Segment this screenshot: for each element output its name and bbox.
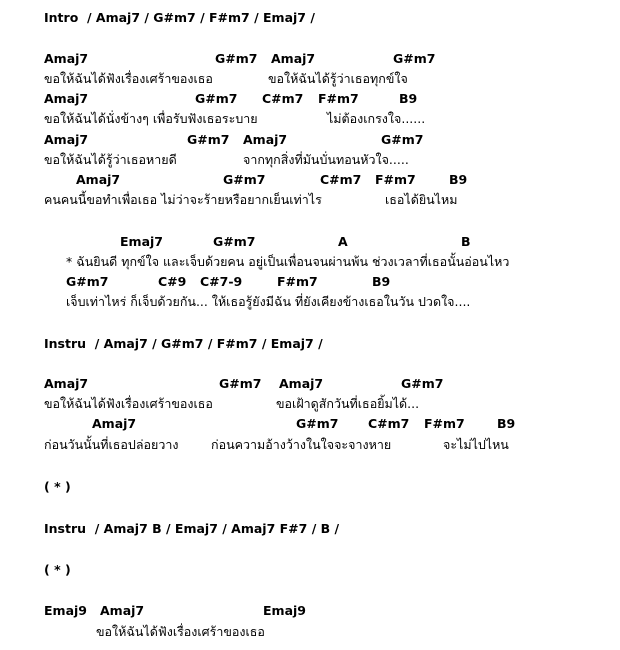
chord-text: G#m7 — [187, 132, 230, 147]
lyric-line — [0, 435, 620, 455]
chord-line — [0, 374, 620, 394]
lyric-text: ขอให้ฉันได้นั่งข้างๆ เพื่อรับฟังเธอระบาย — [44, 111, 258, 126]
lyric-text: คนคนนี้ขอทำเพื่อเธอ ไม่ว่าจะร้ายหรือยากเย็นเท่าไร — [44, 192, 322, 207]
lyric-line — [0, 109, 620, 129]
chord-line — [0, 49, 620, 69]
chord-text: G#m7 — [393, 51, 436, 66]
chord-text: G#m7 — [195, 91, 238, 106]
chord-text: G#m7 — [66, 274, 109, 289]
chord-text: C#7-9 — [200, 274, 243, 289]
chord-text: Amaj7 — [44, 91, 89, 106]
lyric-text: ขอให้ฉันได้รู้ว่าเธอหายดี — [44, 152, 177, 167]
lyric-text: ขอให้ฉันได้ฟังเรื่องเศร้าของเธอ — [96, 624, 265, 639]
chord-text: G#m7 — [296, 416, 339, 431]
chord-text: Instru / Amaj7 B / Emaj7 / Amaj7 F#7 / B / — [44, 521, 340, 536]
chord-line — [0, 130, 620, 150]
chord-text: Amaj7 — [76, 172, 121, 187]
instru-line — [0, 519, 620, 539]
chord-text: Amaj7 — [44, 132, 89, 147]
chord-text: G#m7 — [219, 376, 262, 391]
lyric-text: ขอให้ฉันได้ฟังเรื่องเศร้าของเธอ — [44, 396, 213, 411]
lyric-text: ขอให้ฉันได้ฟังเรื่องเศร้าของเธอ — [44, 71, 213, 86]
chord-text: ( * ) — [44, 562, 71, 577]
chord-text: B — [461, 234, 471, 249]
chord-text: F#m7 — [318, 91, 359, 106]
chord-text: A — [338, 234, 348, 249]
chord-text: Amaj7 — [44, 376, 89, 391]
chord-text: B9 — [399, 91, 418, 106]
chord-text: Amaj7 — [271, 51, 316, 66]
chord-text: Amaj7 — [44, 51, 89, 66]
instru-line — [0, 334, 620, 354]
chord-text: Emaj9 — [263, 603, 306, 618]
chord-text: Instru / Amaj7 / G#m7 / F#m7 / Emaj7 / — [44, 336, 323, 351]
lyric-text: จะไม่ไปไหน — [443, 437, 509, 452]
chord-text: G#m7 — [215, 51, 258, 66]
chord-text: ( * ) — [44, 479, 71, 494]
chord-text: Amaj7 — [92, 416, 137, 431]
chord-text: Amaj7 — [279, 376, 324, 391]
lyric-text: ไม่ต้องเกรงใจ...... — [327, 111, 426, 126]
chorus-lyric-line — [0, 252, 620, 272]
lyric-text: เจ็บเท่าไหร่ ก็เจ็บด้วยกัน... ให้เธอรู้ยังมีฉัน ที่ยังเคียงข้างเธอในวัน ปวดใจ.... — [66, 294, 471, 309]
chord-text: B9 — [372, 274, 391, 289]
chord-text: G#m7 — [213, 234, 256, 249]
chord-text: C#m7 — [262, 91, 304, 106]
lyric-text: จากทุกสิ่งที่มันบั่นทอนหัวใจ..... — [243, 152, 409, 167]
lyric-text: เธอได้ยินไหม — [385, 192, 458, 207]
chord-text: B9 — [497, 416, 516, 431]
chorus-lyric-line — [0, 292, 620, 312]
chorus-chord-line — [0, 232, 620, 252]
lyric-line — [0, 190, 620, 210]
lyric-line — [0, 394, 620, 414]
chord-line — [0, 601, 620, 621]
chord-text: Amaj7 — [100, 603, 145, 618]
chord-text: F#m7 — [375, 172, 416, 187]
chord-line — [0, 414, 620, 434]
chorus-repeat-marker — [0, 560, 620, 580]
chord-text: Emaj7 — [120, 234, 163, 249]
lyric-text: ขอเฝ้าดูสักวันที่เธอยิ้มได้... — [276, 396, 420, 411]
chord-text: C#m7 — [368, 416, 410, 431]
chord-text: C#m7 — [320, 172, 362, 187]
lyric-line — [0, 622, 620, 642]
chord-text: C#9 — [158, 274, 187, 289]
chord-text: G#m7 — [223, 172, 266, 187]
chord-line — [0, 89, 620, 109]
chord-text: Emaj9 — [44, 603, 87, 618]
lyric-line — [0, 150, 620, 170]
intro-line — [0, 8, 620, 28]
chord-line — [0, 170, 620, 190]
chorus-repeat-marker — [0, 477, 620, 497]
lyric-text: ก่อนวันนั้นที่เธอปล่อยวาง — [44, 437, 179, 452]
lyric-text: ขอให้ฉันได้รู้ว่าเธอทุกข์ใจ — [268, 71, 408, 86]
chorus-chord-line — [0, 272, 620, 292]
chord-text: F#m7 — [424, 416, 465, 431]
chord-text: F#m7 — [277, 274, 318, 289]
chord-text: Amaj7 — [243, 132, 288, 147]
chord-text: G#m7 — [401, 376, 444, 391]
chord-text: B9 — [449, 172, 468, 187]
chord-text: G#m7 — [381, 132, 424, 147]
lyric-line — [0, 69, 620, 89]
lyric-text: ก่อนความอ้างว้างในใจจะจางหาย — [211, 437, 392, 452]
chord-text: Intro / Amaj7 / G#m7 / F#m7 / Emaj7 / — [44, 10, 315, 25]
lyric-text: * ฉันยินดี ทุกข์ใจ และเจ็บด้วยคน อยู่เป็นเพื่อนจนผ่านพ้น ช่วงเวลาที่เธอนั้นอ่อนไหว — [66, 254, 510, 269]
